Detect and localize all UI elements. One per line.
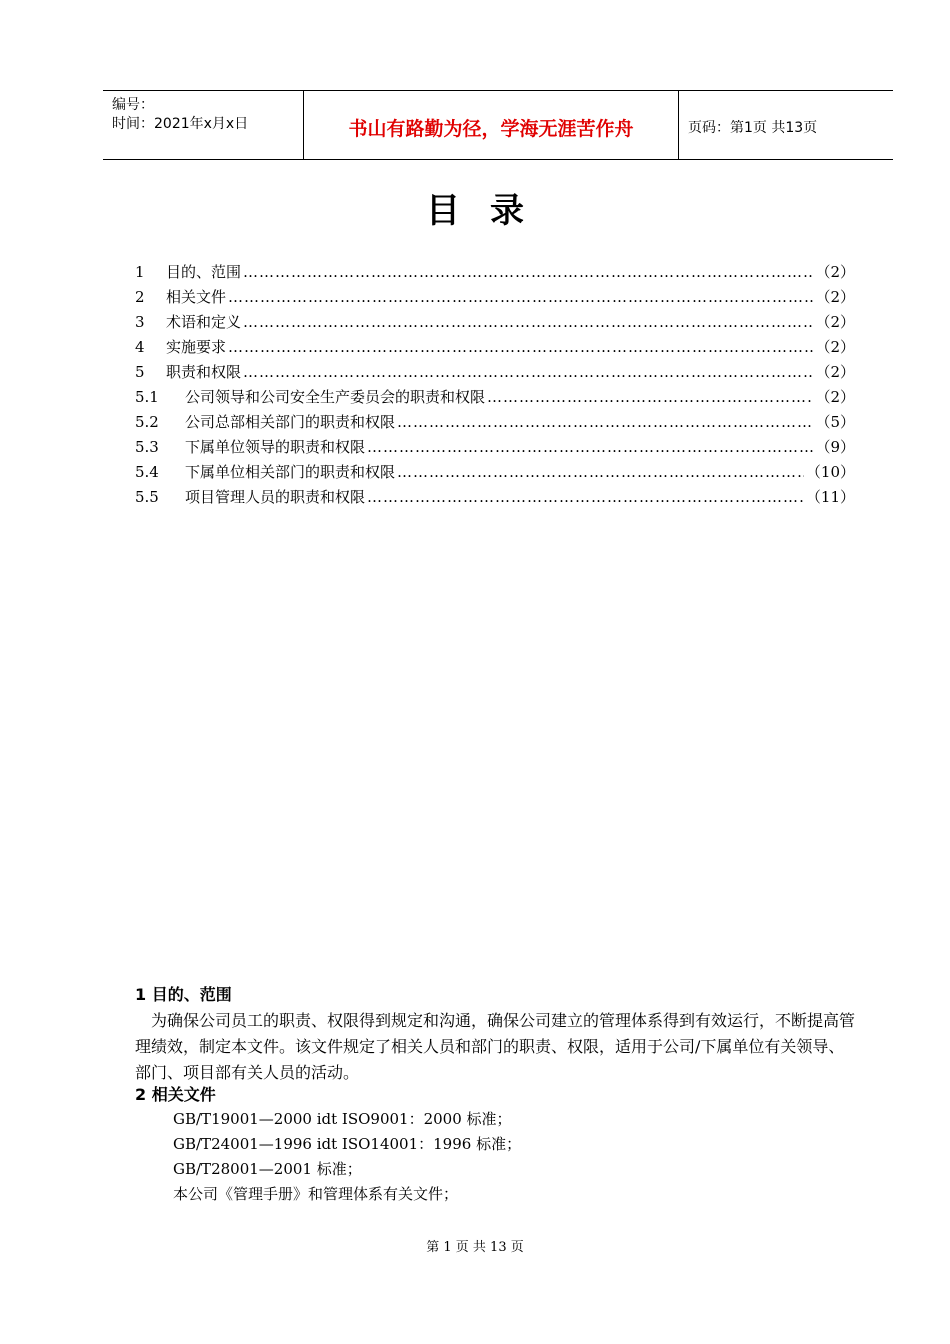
toc-dot-leader	[228, 288, 813, 306]
toc-entry-label: 目的、范围	[166, 263, 242, 281]
toc-entry-number: 5	[135, 363, 145, 381]
toc-entry[interactable]	[135, 436, 855, 461]
toc-entry[interactable]	[135, 386, 855, 411]
toc-entry-number: 3	[135, 313, 145, 331]
toc-entry-number: 5.2	[135, 413, 159, 431]
toc-dot-leader	[243, 363, 813, 381]
toc-entry-label: 下属单位领导的职责和权限	[185, 438, 366, 456]
toc-entry-page: （9）	[815, 438, 855, 456]
table-of-contents	[135, 261, 855, 511]
toc-entry-number: 1	[135, 263, 145, 281]
number-label: 编号：	[112, 97, 154, 113]
toc-entry-number: 2	[135, 288, 145, 306]
toc-entry-label: 术语和定义	[166, 313, 242, 331]
toc-entry-page: （2）	[815, 388, 855, 406]
toc-dot-leader	[243, 263, 813, 281]
toc-entry[interactable]	[135, 461, 855, 486]
toc-entry-number: 4	[135, 338, 145, 356]
toc-dot-leader	[367, 488, 804, 506]
toc-entry-label: 下属单位相关部门的职责和权限	[185, 463, 396, 481]
toc-entry-number: 5.5	[135, 488, 159, 506]
header-motto-cell	[303, 91, 679, 159]
toc-entry-page: （11）	[805, 488, 855, 506]
toc-entry-page: （2）	[815, 313, 855, 331]
header-motto: 书山有路勤为径，学海无涯苦作舟	[348, 118, 634, 140]
toc-entry-page: （2）	[815, 363, 855, 381]
toc-dot-leader	[243, 313, 813, 331]
toc-entry[interactable]	[135, 411, 855, 436]
document-header	[103, 90, 893, 160]
toc-entry-page: （2）	[815, 263, 855, 281]
toc-entry-page: （5）	[815, 413, 855, 431]
header-meta	[103, 91, 303, 159]
toc-dot-leader	[397, 463, 804, 481]
toc-entry-label: 相关文件	[166, 288, 227, 306]
header-page-info: 页码：第1页 共13页	[688, 120, 818, 136]
toc-entry[interactable]	[135, 486, 855, 511]
toc-entry-page: （2）	[815, 338, 855, 356]
toc-title: 目录	[426, 191, 554, 231]
toc-entry-label: 公司总部相关部门的职责和权限	[185, 413, 396, 431]
toc-entry-label: 项目管理人员的职责和权限	[185, 488, 366, 506]
header-page-cell	[678, 91, 893, 159]
toc-entry-number: 5.1	[135, 388, 159, 406]
reference-item: GB/T28001—2001 标准；	[173, 1160, 362, 1178]
toc-entry[interactable]	[135, 286, 855, 311]
section-1-body: 为确保公司员工的职责、权限得到规定和沟通，确保公司建立的管理体系得到有效运行，不断提高管理绩效，制定本文件。该文件规定了相关人员和部门的职责、权限，适用于公司/下属单位有关领导、部门、项目部有关人员的活动。	[135, 1011, 856, 1082]
toc-entry[interactable]	[135, 311, 855, 336]
toc-entry-number: 5.3	[135, 438, 159, 456]
reference-item: 本公司《管理手册》和管理体系有关文件；	[173, 1185, 459, 1203]
toc-entry-page: （2）	[815, 288, 855, 306]
toc-dot-leader	[367, 438, 813, 456]
toc-entry[interactable]	[135, 261, 855, 286]
toc-entry[interactable]	[135, 361, 855, 386]
toc-entry-label: 职责和权限	[166, 363, 242, 381]
toc-entry-label: 实施要求	[166, 338, 227, 356]
time-label: 时间：2021年x月x日	[112, 116, 249, 132]
reference-item: GB/T24001—1996 idt ISO14001：1996 标准；	[173, 1135, 522, 1153]
toc-entry[interactable]	[135, 336, 855, 361]
toc-dot-leader	[397, 413, 813, 431]
toc-dot-leader	[487, 388, 813, 406]
toc-entry-page: （10）	[805, 463, 855, 481]
toc-entry-label: 公司领导和公司安全生产委员会的职责和权限	[185, 388, 486, 406]
toc-dot-leader	[228, 338, 813, 356]
page-footer: 第 1 页 共 13 页	[426, 1240, 524, 1255]
section-1-heading: 1 目的、范围	[135, 985, 232, 1004]
reference-item: GB/T19001—2000 idt ISO9001：2000 标准；	[173, 1110, 512, 1128]
toc-entry-number: 5.4	[135, 463, 159, 481]
section-2-heading: 2 相关文件	[135, 1085, 216, 1104]
